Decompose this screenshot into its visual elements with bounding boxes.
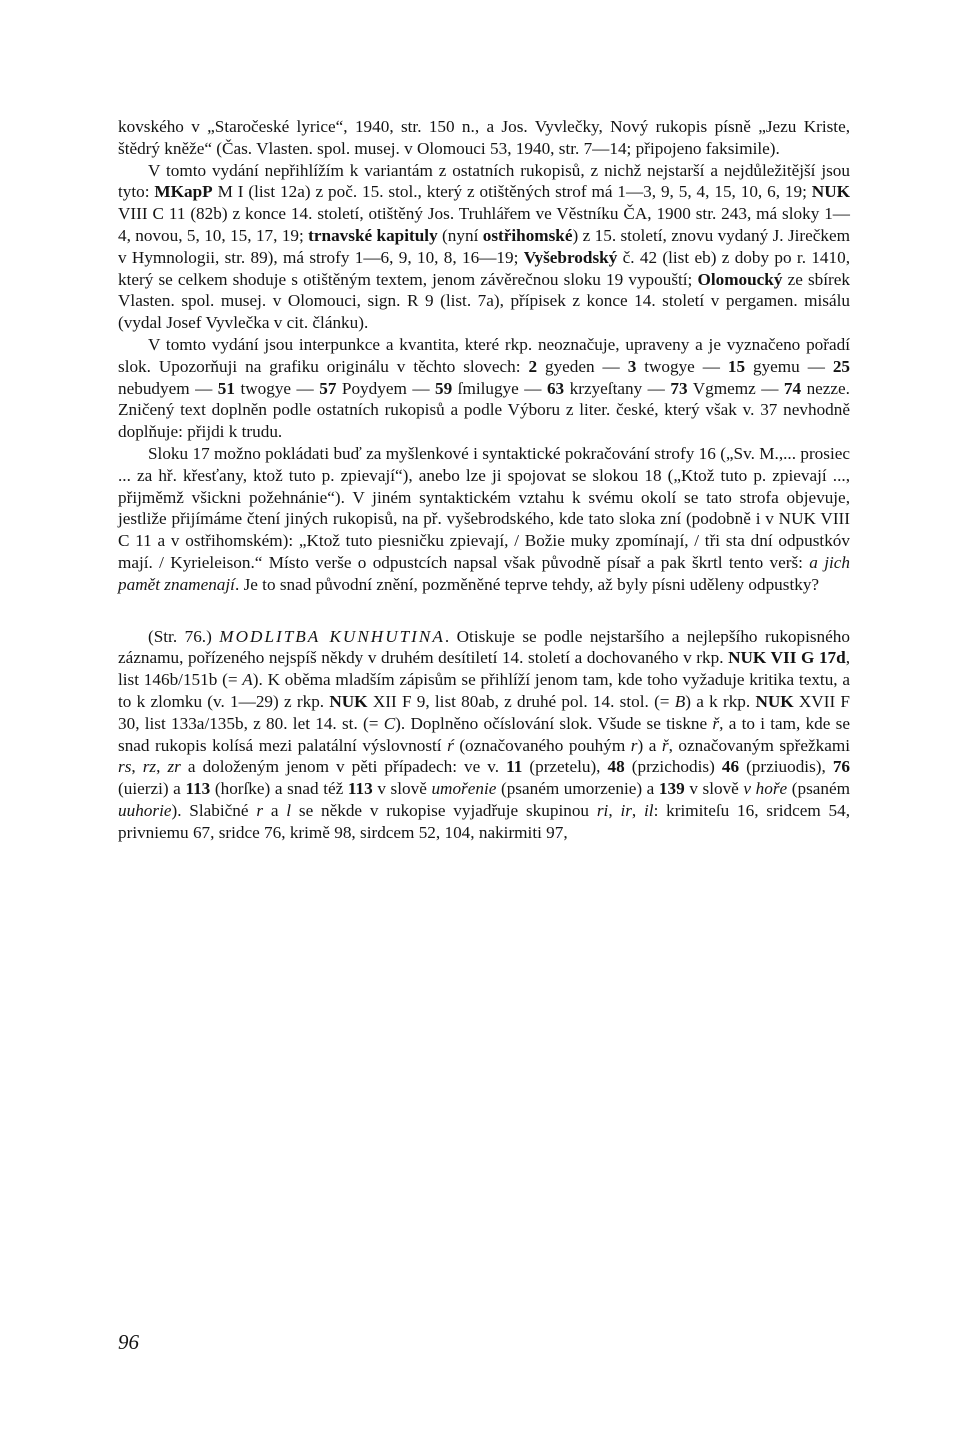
page-body: [118, 116, 850, 844]
section-gap: [118, 596, 850, 626]
paragraph-5: (Str. 76.) MODLITBA KUNHUTINA. Otiskuje se podle nejstaršího a nejlepšího rukopisného záznamu, pořízeného nejspíš někdy v druhém desítiletí 14. století a dochovaného v rkp. NUK VII G 17d, list 146b/151b (= A). K oběma mladším zápisům se přihlíží jenom tam, kde toho vyžaduje kritika textu, a to k zlomku (v. 1—29) z rkp. NUK XII F 9, list 80ab, z druhé pol. 14. stol. (= B) a k rkp. NUK XVII F 30, list 133a/135b, z 80. let 14. st. (= C). Doplněno očíslování slok. Všude se tiskne ř, a to i tam, kde se snad rukopis kolísá mezi palatální výslovností ŕ (označovaného pouhým r) a ř, označovaným spřežkami rs, rz, zr a doloženým jenom v pěti případech: ve v. 11 (przetelu), 48 (przichodis) 46 (prziuodis), 76 (uierzi) a 113 (horſke) a snad též 113 v slově umořenie (psaném umorzenie) a 139 v slově v hoře (psaném uuhorie). Slabičné r a l se někde v rukopise vyjadřuje skupinou ri, ir, il: krimiteſu 16, sridcem 54, privniemu 67, sridce 76, krimě 98, sirdcem 52, 104, nakirmiti 97,: [118, 626, 851, 842]
page-number: 96: [118, 1330, 139, 1354]
paragraph-2: V tomto vydání nepřihlížím k variantám z ostatních rukopisů, z nichž nejstarší a nejdůležitější jsou tyto: MKapP M I (list 12a) z poč. 15. stol., který z otištěných strof má 1—3, 9, 5, 4, 15, 10, 6, 19; NUK VIII C 11 (82b) z konce 14. století, otištěný Jos. Truhlářem ve Věstníku ČA, 1900 str. 243, má sloky 1—4, novou, 5, 10, 15, 17, 19; trnavské kapituly (nyní ostřihomské) z 15. století, znovu vydaný J. Jirečkem v Hymnologii, str. 89), má strofy 1—6, 9, 10, 8, 16—19; Vyšebrodský č. 42 (list eb) z doby po r. 1410, který se celkem shoduje s otištěným textem, jenom závěrečnou sloku 19 vypouští; Olomoucký ze sbírek Vlasten. spol. musej. v Olomouci, sign. R 9 (list. 7a), přípisek z konce 14. století v pergamen. misálu (vydal Josef Vyvlečka v cit. článku).: [118, 160, 850, 333]
paragraph-1: kovského v „Staročeské lyrice“, 1940, str. 150 n., a Jos. Vyvlečky, Nový rukopis písně „Jezu Kriste, štědrý kněže“ (Čas. Vlasten. spol. musej. v Olomouci 53, 1940, str. 7—14; připojeno faksimile).: [118, 117, 850, 158]
paragraph-4: Sloku 17 možno pokládati buď za myšlenkové i syntaktické pokračování strofy 16 („Sv. M.,... prosiec ... za hř. křesťany, ktož tuto p. zpievají“), anebo lze ji spojovat se slokou 18 („Ktož tuto p. zpievají ..., přijměmž všickni požehnánie“). V jiném syntaktickém vztahu k svému okolí se tato strofa objevuje, jestliže přijímáme čtení jiných rukopisů, na př. vyšebrodského, kde tato sloka zní (podobně i v NUK VIII C 11 a v ostřihomském): „Ktož tuto piesničku zpievají, / Božie muky zpomínají, / tři sta dní odpustkóv mají. / Kyrieleison.“ Místo verše o odpustcích napsal však původně písař a pak škrtl tento verš: a jich pamět znamenají. Je to snad původní znění, pozměněné teprve tehdy, až byly písni uděleny odpustky?: [118, 443, 850, 594]
paragraph-3: V tomto vydání jsou interpunkce a kvantita, které rkp. neoznačuje, upraveny a je vyznačeno pořadí slok. Upozorňuji na grafiku originálu v těchto slovech: 2 gyeden — 3 twogye — 15 gyemu — 25 nebudyem — 51 twogye — 57 Poydyem — 59 ſmilugye — 63 krzyeſtany — 73 Vgmemz — 74 nezze. Zničený text doplněn podle ostatních rukopisů a podle Výboru z liter. české, který však v. 37 nevhodně doplňuje: přijdi k trudu.: [118, 334, 850, 442]
